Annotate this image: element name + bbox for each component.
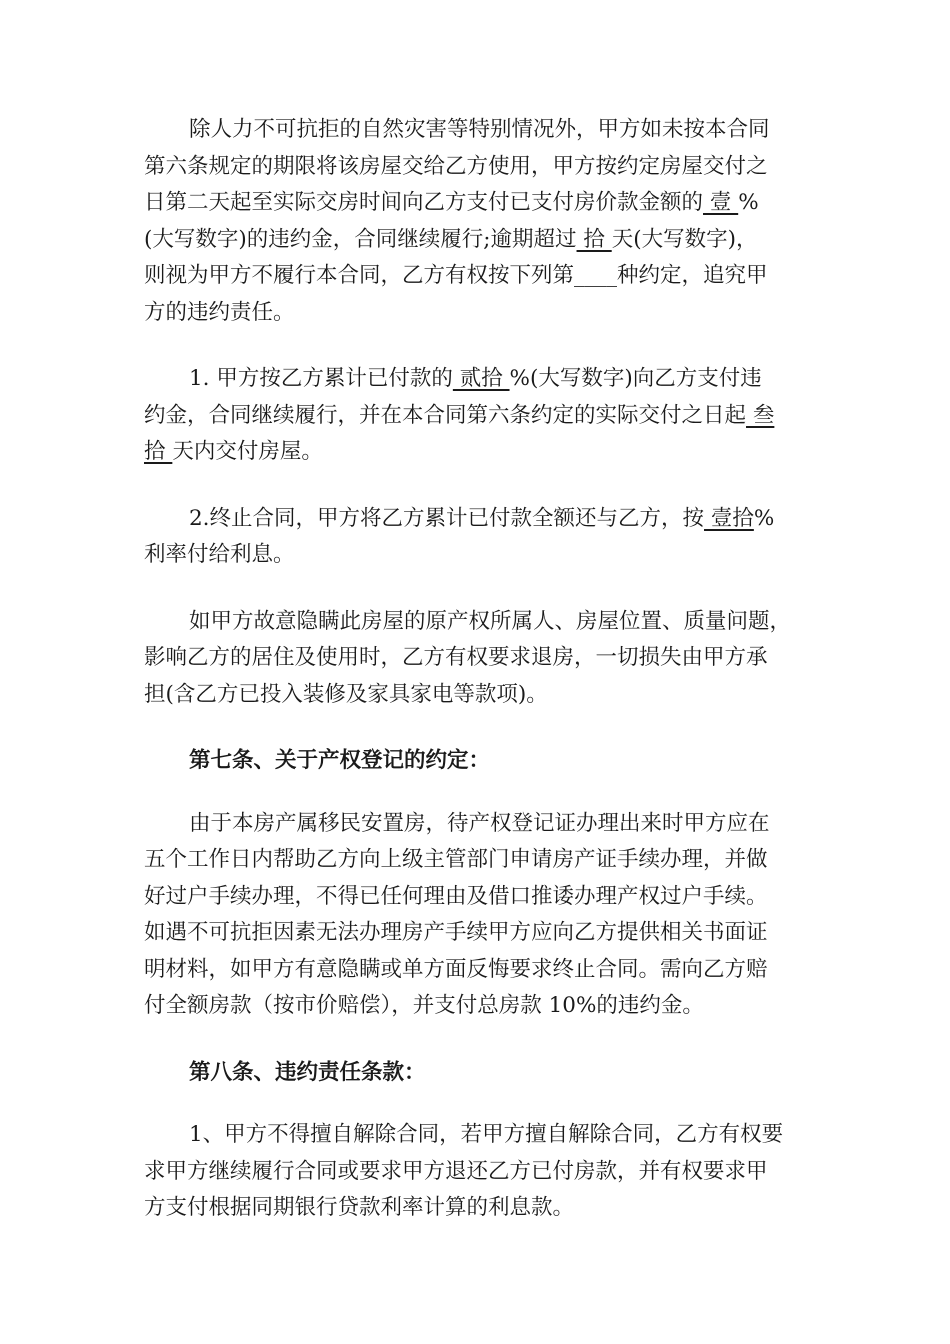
text-segment: 约金，合同继续履行，并在本合同第六条约定的实际交付之日起 xyxy=(144,402,747,428)
text-line: 好过户手续办理，不得已任何理由及借口推诿办理产权过户手续。 xyxy=(144,883,768,909)
text-line: 方的违约责任。 xyxy=(144,299,295,325)
text-line: 明材料，如甲方有意隐瞒或单方面反悔要求终止合同。需向乙方赔 xyxy=(144,956,768,982)
filled-blank: 拾 xyxy=(576,226,612,252)
paragraph-option-2 xyxy=(144,501,806,574)
text-line: 求甲方继续履行合同或要求甲方退还乙方已付房款，并有权要求甲 xyxy=(144,1158,768,1184)
filled-blank: 壹 xyxy=(703,190,739,215)
text-line xyxy=(144,222,806,259)
text-line: 影响乙方的居住及使用时，乙方有权要求退房，一切损失由甲方承 xyxy=(144,645,768,670)
text-segment: 天内交付房屋。 xyxy=(172,439,323,464)
text-line: 如遇不可抗拒因素无法办理房产手续甲方应向乙方提供相关书面证 xyxy=(144,920,768,945)
document-page xyxy=(144,112,806,1227)
text-segment: (大写数字)的违约金，合同继续履行;逾期超过 xyxy=(144,226,577,252)
text-line xyxy=(144,361,806,398)
text-segment: 2.终止合同，甲方将乙方累计已付款全额还与乙方，按 xyxy=(189,505,705,531)
paragraph-breach-clause-1 xyxy=(144,1117,806,1227)
text-line xyxy=(144,434,806,471)
text-segment: % xyxy=(738,190,759,215)
text-line: 除人力不可抗拒的自然灾害等特别情况外，甲方如未按本合同 xyxy=(189,117,770,142)
text-segment: 天(大写数字)， xyxy=(611,226,758,252)
text-line: 1、甲方不得擅自解除合同，若甲方擅自解除合同，乙方有权要 xyxy=(189,1122,784,1147)
empty-blank: ____ xyxy=(574,263,618,288)
text-line: 担(含乙方已投入装修及家具家电等款项)。 xyxy=(144,681,548,707)
section-heading-article-8: 第八条、违约责任条款： xyxy=(189,1059,426,1085)
filled-blank: 壹拾 xyxy=(704,505,754,531)
text-segment: 日第二天起至实际交房时间向乙方支付已支付房价款金额的 xyxy=(144,190,704,215)
text-line: 付全额房款（按市价赔偿），并支付总房款 10%的违约金。 xyxy=(144,993,704,1018)
paragraph-concealment xyxy=(144,604,806,714)
text-line xyxy=(144,398,806,435)
filled-blank: 贰拾 xyxy=(452,366,510,391)
paragraph-title-registration xyxy=(144,806,806,1025)
text-line xyxy=(144,501,806,538)
text-line: 第六条规定的期限将该房屋交给乙方使用，甲方按约定房屋交付之 xyxy=(144,153,768,179)
text-line: 如甲方故意隐瞒此房屋的原产权所属人、房屋位置、质量问题， xyxy=(189,608,792,634)
paragraph-option-1 xyxy=(144,361,806,471)
text-line: 方支付根据同期银行贷款利率计算的利息款。 xyxy=(144,1195,575,1220)
section-heading-article-7: 第七条、关于产权登记的约定： xyxy=(189,748,491,773)
text-segment: 1. 甲方按乙方累计已付款的 xyxy=(189,366,453,391)
text-segment: %(大写数字)向乙方支付违 xyxy=(509,366,762,391)
text-line: 由于本房产属移民安置房，待产权登记证办理出来时甲方应在 xyxy=(189,810,770,836)
text-segment: 种约定，追究甲 xyxy=(617,263,768,288)
text-line xyxy=(144,258,806,295)
filled-blank: 拾 xyxy=(144,439,173,464)
text-segment: 则视为甲方不履行本合同，乙方有权按下列第 xyxy=(144,263,575,288)
paragraph-delay-penalty xyxy=(144,112,806,331)
filled-blank: 叁 xyxy=(746,402,775,428)
text-line: 利率付给利息。 xyxy=(144,542,295,567)
text-segment: % xyxy=(753,505,775,531)
text-line: 五个工作日内帮助乙方向上级主管部门申请房产证手续办理，并做 xyxy=(144,847,768,872)
text-line xyxy=(144,185,806,222)
